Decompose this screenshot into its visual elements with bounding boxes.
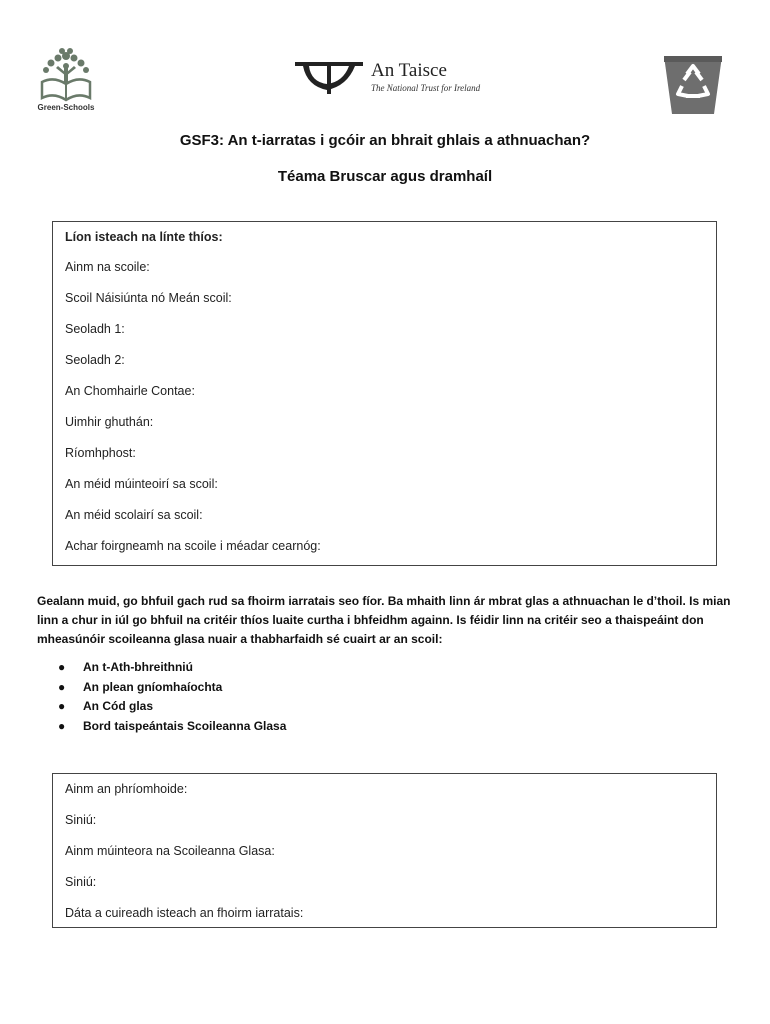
phone-number-field[interactable]: Uimhir ghuthán:	[65, 415, 154, 429]
criteria-label: An Cód glas	[83, 699, 154, 713]
declaration-text: Gealann muid, go bhfuil gach rud sa fhoirm iarratais seo fíor. Ba mhaith linn ár mbrat glas a athnuachan le d’thoil. Is mian linn a chur in iúl go bhfuil na critéir thíos luaite curtha i bhfeidhm againn. Is féidir linn na critéir seo a thaispeáint don mheasúnóir scoileanna glasa nuair a thabharfaidh sé cuairt ar an scoil:	[37, 594, 731, 646]
school-name-field[interactable]: Ainm na scoile:	[65, 260, 150, 274]
green-schools-text: Green-Schools	[37, 103, 95, 112]
tree-book-icon	[36, 46, 96, 102]
list-item	[58, 680, 286, 700]
an-taisce-title: An Taisce	[371, 60, 447, 81]
address-2-field[interactable]: Seoladh 2:	[65, 353, 125, 367]
email-field[interactable]: Ríomhphost:	[65, 446, 136, 460]
county-council-field[interactable]: An Chomhairle Contae:	[65, 384, 195, 398]
page-title: GSF3: An t-iarratas i gcóir an bhrait ghlais a athnuachan?	[179, 132, 591, 149]
teacher-signature-field[interactable]: Siniú:	[65, 875, 97, 889]
criteria-label: Bord taispeántais Scoileanna Glasa	[83, 718, 287, 733]
green-schools-logo	[36, 46, 96, 116]
pupil-count-field[interactable]: An méid scolairí sa scoil:	[65, 508, 203, 522]
bullet-icon: ●	[58, 660, 66, 674]
bullet-icon: ●	[58, 718, 66, 733]
form-heading: Líon isteach na línte thíos:	[65, 230, 223, 244]
teacher-count-field[interactable]: An méid múinteoirí sa scoil:	[65, 477, 218, 491]
bullet-icon: ●	[58, 699, 66, 713]
building-area-field[interactable]: Achar foirgneamh na scoile i méadar cearnóg:	[65, 539, 321, 553]
signature-form	[52, 773, 717, 928]
list-item	[58, 719, 286, 739]
green-schools-teacher-field[interactable]: Ainm múinteora na Scoileanna Glasa:	[65, 844, 275, 858]
an-taisce-emblem-icon	[293, 56, 365, 96]
recycle-bin-icon	[660, 50, 726, 116]
school-type-field[interactable]: Scoil Náisiúnta nó Meán scoil:	[65, 291, 232, 305]
bullet-icon: ●	[58, 679, 66, 694]
page-subtitle: Téama Bruscar agus dramhaíl	[277, 168, 493, 185]
recycle-bin-logo	[660, 50, 726, 116]
principal-name-field[interactable]: Ainm an phríomhoide:	[65, 782, 188, 796]
principal-signature-field[interactable]: Siniú:	[65, 813, 97, 827]
criteria-label: An plean gníomhaíochta	[83, 679, 223, 694]
school-details-form	[52, 221, 717, 566]
an-taisce-subtitle: The National Trust for Ireland	[371, 83, 481, 93]
submission-date-field[interactable]: Dáta a cuireadh isteach an fhoirm iarratais:	[65, 906, 304, 920]
an-taisce-logo	[293, 56, 503, 96]
list-item	[58, 660, 286, 680]
criteria-list	[58, 660, 286, 738]
criteria-label: An t-Ath-bhreithniú	[83, 660, 193, 674]
list-item	[58, 699, 286, 719]
address-1-field[interactable]: Seoladh 1:	[65, 322, 125, 336]
